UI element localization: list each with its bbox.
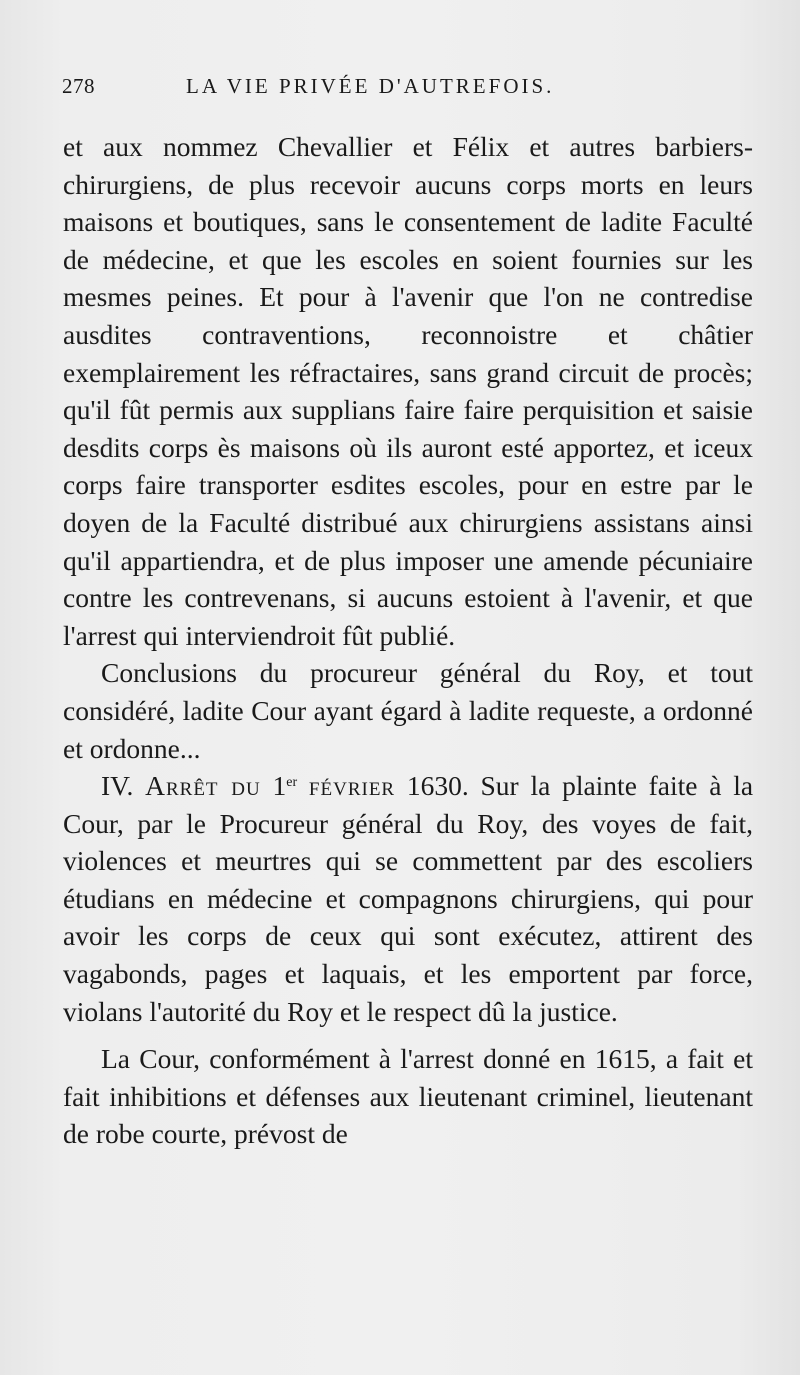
arret-text: Sur la plainte faite à la Cour, par le Procureur général du Roy, des voyes de fait, violences et meurtres qui se commettent par des escoliers étudians en médecine et compagnons chirurgiens, qui pour avoir les corps de ceux qui sont exécutez, attirent des vagabonds, pages et laquais, et les emportent par force, violans l'autorité du Roy et le respect dû la justice. — [63, 770, 754, 1027]
running-title: LA VIE PRIVÉE D'AUTREFOIS. — [186, 74, 555, 98]
arret-day: 1 — [272, 770, 287, 802]
paragraph: Conclusions du procureur général du Roy, et tout considéré, ladite Cour ayant égard à ladite requeste, a ordonné et ordonne... — [63, 657, 753, 764]
page-number: 278 — [62, 74, 95, 98]
arret-label: Arrêt du — [145, 770, 261, 802]
paragraph-arret — [63, 767, 753, 1030]
arret-month: février — [308, 770, 396, 802]
body-text — [63, 128, 753, 1153]
paragraph: et aux nommez Chevallier et Félix et autres barbiers-chirurgiens, de plus recevoir aucuns corps morts en leurs maisons et boutiques, sans le consentement de ladite Faculté de médecine, et que les escoles en soient fournies sur les mesmes peines. Et pour à l'avenir que l'on ne contredise ausdites contraventions, reconnoistre et châtier exemplairement les réfractaires, sans grand circuit de procès; qu'il fût permis aux supplians faire faire perquisition et saisie desdits corps ès maisons où ils auront esté apportez, et iceux corps faire transporter esdites escoles, pour en estre par le doyen de la Faculté distribué aux chirurgiens assistans ainsi qu'il appartiendra, et de plus imposer une amende pécuniaire contre les contrevenans, si aucuns estoient à l'avenir, et que l'arrest qui interviendroit fût publié. — [63, 131, 753, 651]
paragraph: La Cour, conformément à l'arrest donné en 1615, a fait et fait inhibitions et défenses aux lieutenant criminel, lieutenant de robe courte, prévost de — [63, 1043, 753, 1150]
running-head — [62, 74, 752, 104]
arret-numeral: IV. — [101, 770, 134, 802]
arret-day-suffix: er — [286, 775, 298, 791]
arret-year: 1630. — [406, 770, 469, 802]
